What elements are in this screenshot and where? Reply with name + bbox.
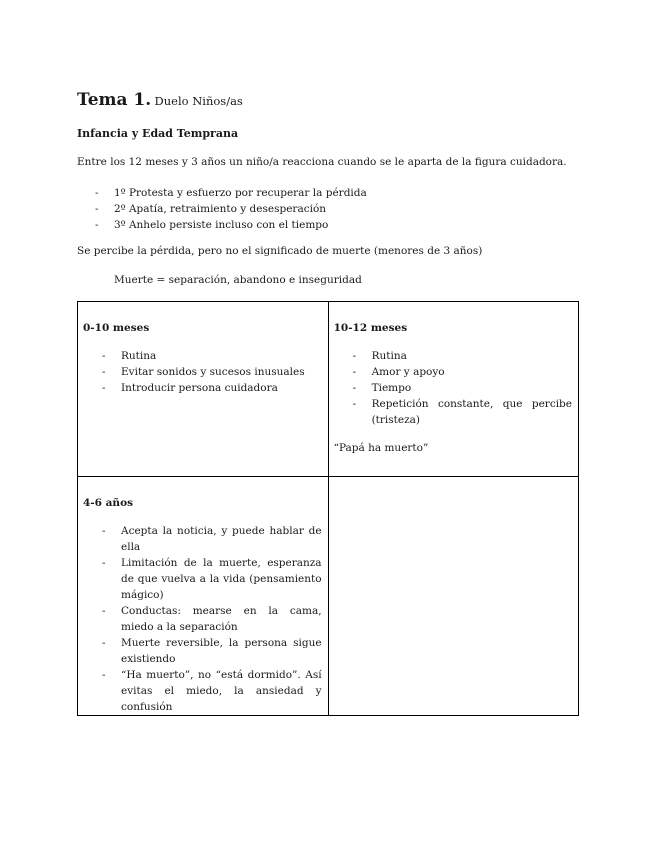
equation-line: Muerte = separación, abandono e inseguridad	[114, 274, 362, 286]
list-item: - Muerte reversible, la persona sigue existiendo	[83, 635, 322, 667]
cell-heading: 0-10 meses	[83, 322, 150, 334]
title-main: Tema 1.	[77, 90, 152, 110]
list-item: - 3º Anhelo persiste incluso con el tiempo	[95, 217, 367, 233]
list-item: - Introducir persona cuidadora	[83, 380, 322, 396]
phases-list	[95, 185, 367, 233]
intro-paragraph: Entre los 12 meses y 3 años un niño/a reacciona cuando se le aparta de la figura cuidadora.	[77, 156, 567, 168]
age-table	[77, 301, 579, 716]
cell-list	[334, 348, 572, 428]
cell-quote: “Papá ha muerto”	[333, 442, 429, 454]
title-sub: Duelo Niños/as	[154, 94, 243, 108]
list-item: - Acepta la noticia, y puede hablar de ella	[83, 523, 322, 555]
table-cell-empty	[328, 477, 578, 716]
list-item: - Rutina	[334, 348, 572, 364]
table-cell-4-6	[78, 477, 329, 716]
cell-list	[83, 348, 322, 396]
list-item: - 2º Apatía, retraimiento y desesperación	[95, 201, 367, 217]
list-item: - Rutina	[83, 348, 322, 364]
list-item: - Repetición constante, que percibe (tristeza)	[334, 396, 572, 428]
list-item: - Amor y apoyo	[334, 364, 572, 380]
section-heading: Infancia y Edad Temprana	[77, 127, 239, 140]
document-title	[77, 90, 243, 110]
cell-heading: 10-12 meses	[333, 322, 408, 334]
list-item: - Conductas: mearse en la cama, miedo a la separación	[83, 603, 322, 635]
table-cell-0-10	[78, 302, 329, 477]
list-item: - Tiempo	[334, 380, 572, 396]
cell-heading: 4-6 años	[83, 497, 133, 509]
list-item: - Limitación de la muerte, esperanza de que vuelva a la vida (pensamiento mágico)	[83, 555, 322, 603]
cell-list	[83, 523, 322, 715]
list-item: - 1º Protesta y esfuerzo por recuperar la pérdida	[95, 185, 367, 201]
perception-paragraph: Se percibe la pérdida, pero no el significado de muerte (menores de 3 años)	[77, 245, 483, 257]
table-cell-10-12	[328, 302, 578, 477]
list-item: - “Ha muerto”, no “está dormido”. Así evitas el miedo, la ansiedad y confusión	[83, 667, 322, 715]
list-item: - Evitar sonidos y sucesos inusuales	[83, 364, 322, 380]
